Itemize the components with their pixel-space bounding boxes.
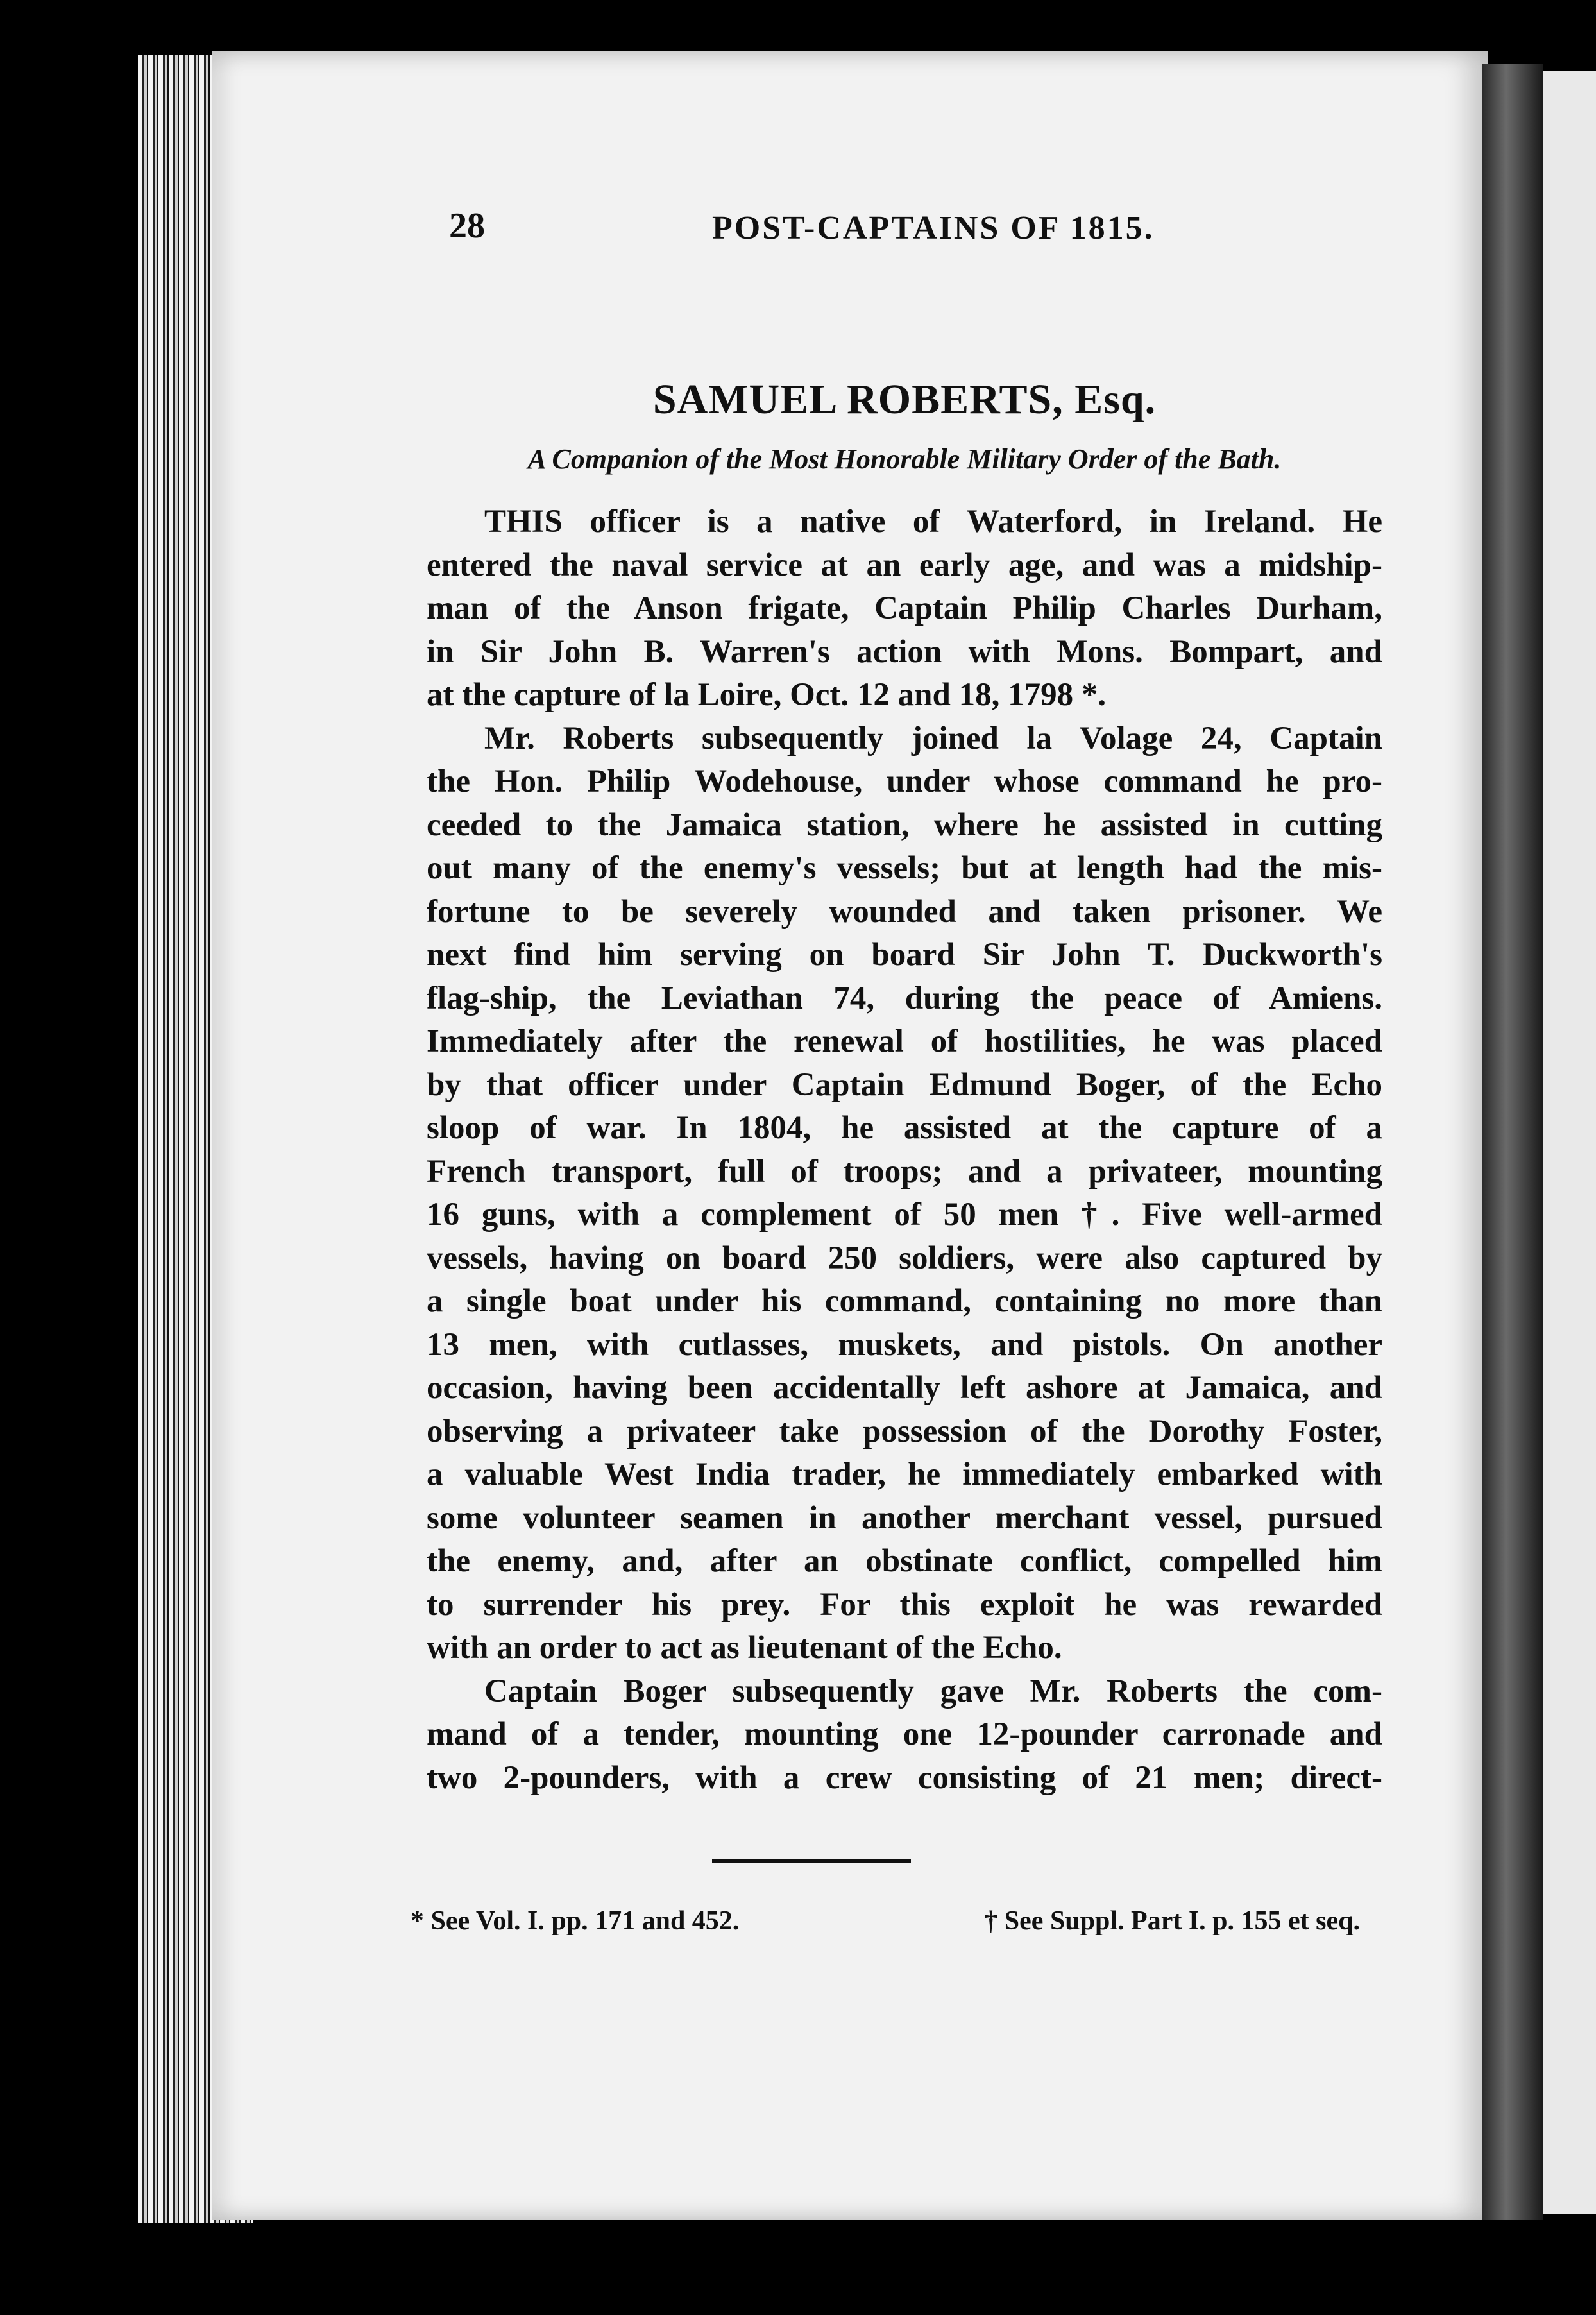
text-line: ceeded to the Jamaica station, where he assisted in cutting [427, 807, 1382, 843]
text-line: 16 guns, with a complement of 50 men †. Five well-armed [427, 1197, 1382, 1233]
text-line: Captain Boger subsequently gave Mr. Roberts the com- [484, 1673, 1382, 1709]
body-text [427, 500, 1382, 1800]
article-subtitle: A Companion of the Most Honorable Military Order of the Bath. [527, 443, 1282, 475]
text-line: to surrender his prey. For this exploit he was rewarded [427, 1586, 1382, 1623]
footnote-2: † See Suppl. Part I. p. 155 et seq. [984, 1906, 1360, 1936]
footnote-1: * See Vol. I. pp. 171 and 452. [411, 1906, 740, 1936]
footnote-rule [712, 1859, 911, 1863]
text-line: sloop of war. In 1804, he assisted at the capture of a [427, 1110, 1382, 1146]
text-line: entered the naval service at an early age, and was a midship- [427, 547, 1382, 583]
text-line: with an order to act as lieutenant of the Echo. [427, 1630, 1062, 1666]
page-number: 28 [449, 206, 485, 246]
text-line: fortune to be severely wounded and taken prisoner. We [427, 893, 1382, 930]
text-line: two 2-pounders, with a crew consisting of 21 men; direct- [427, 1759, 1382, 1796]
page-header [449, 205, 1167, 257]
running-head: POST-CAPTAINS OF 1815. [712, 210, 1155, 246]
text-line: by that officer under Captain Edmund Boger, of the Echo [427, 1066, 1382, 1103]
footnotes [411, 1906, 1360, 1944]
book-gutter [1482, 64, 1543, 2220]
adjacent-page-edge [1543, 71, 1596, 2214]
text-line: in Sir John B. Warren's action with Mons. Bompart, and [427, 633, 1382, 670]
text-line: the Hon. Philip Wodehouse, under whose command he pro- [427, 764, 1382, 799]
text-line: Immediately after the renewal of hostilities, he was placed [427, 1023, 1382, 1059]
text-line: flag-ship, the Leviathan 74, during the peace of Amiens. [427, 980, 1382, 1016]
text-line: occasion, having been accidentally left ashore at Jamaica, and [427, 1370, 1382, 1406]
text-line: man of the Anson frigate, Captain Philip Charles Durham, [427, 590, 1382, 626]
text-line: a valuable West India trader, he immediately embarked with [427, 1456, 1382, 1492]
text-line: some volunteer seamen in another merchant vessel, pursued [427, 1499, 1382, 1536]
text-line: French transport, full of troops; and a privateer, mounting [427, 1153, 1382, 1190]
text-line: mand of a tender, mounting one 12-pounder carronade and [427, 1716, 1382, 1752]
article-title: SAMUEL ROBERTS, Esq. [652, 376, 1157, 423]
text-line: Mr. Roberts subsequently joined la Volage 24, Captain [484, 720, 1382, 756]
text-line: THIS officer is a native of Waterford, in Ireland. He [484, 504, 1382, 540]
text-line: observing a privateer take possession of the Dorothy Foster, [427, 1413, 1382, 1449]
text-line: next find him serving on board Sir John T. Duckworth's [427, 937, 1382, 973]
text-line: the enemy, and, after an obstinate conflict, compelled him [427, 1543, 1382, 1579]
text-line: vessels, having on board 250 soldiers, were also captured by [427, 1240, 1382, 1276]
text-line: 13 men, with cutlasses, muskets, and pistols. On another [427, 1326, 1382, 1363]
text-line: at the capture of la Loire, Oct. 12 and 18, 1798 *. [427, 677, 1107, 713]
text-line: a single boat under his command, containing no more than [427, 1283, 1382, 1319]
text-line: out many of the enemy's vessels; but at length had the mis- [427, 850, 1382, 886]
